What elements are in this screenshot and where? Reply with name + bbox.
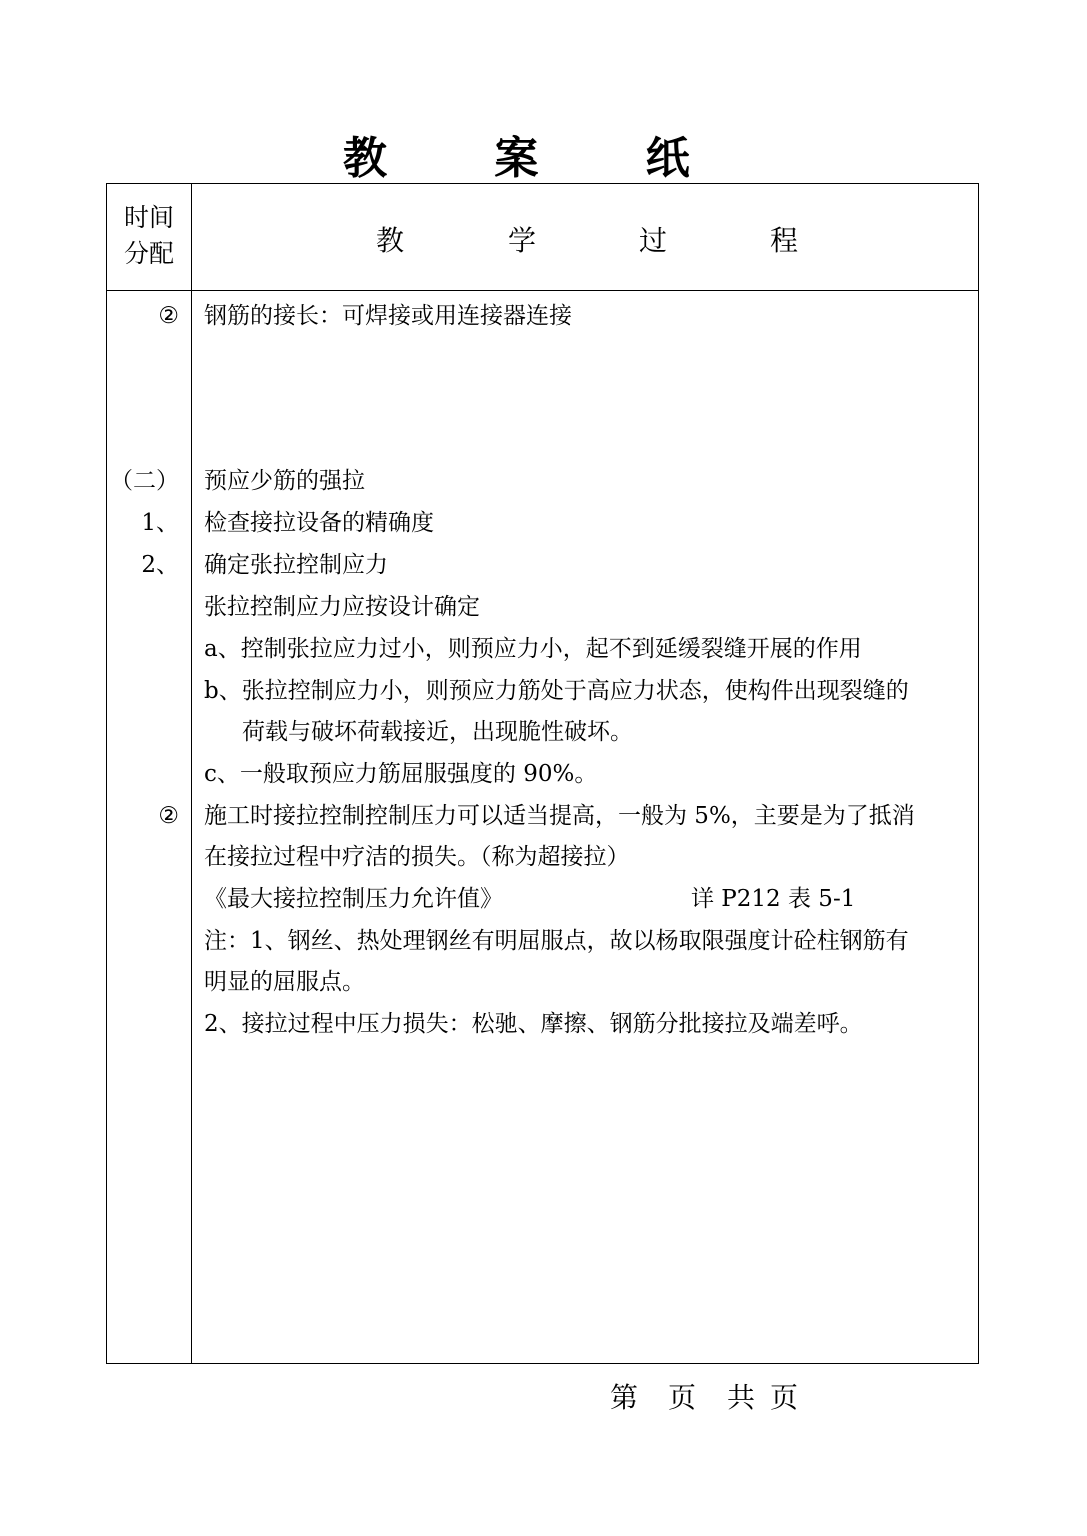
content-line: 注：1、钢丝、热处理钢丝有明屈服点，故以杨取限强度计砼柱钢筋有 xyxy=(204,928,909,954)
page-title: 教 案 纸 xyxy=(343,133,736,184)
footer-page-total: 页 xyxy=(770,1381,799,1414)
process-char-2: 学 xyxy=(508,224,537,257)
teaching-process-header xyxy=(192,221,978,261)
time-marker: 2、 xyxy=(141,552,179,578)
footer-gong: 共 xyxy=(727,1381,756,1414)
footer-page: 页 xyxy=(668,1381,697,1414)
reference-title: 《最大接拉控制压力允许值》 xyxy=(204,886,503,912)
time-marker: （二） xyxy=(110,468,179,494)
lesson-table xyxy=(106,183,979,1364)
content-line: 确定张拉控制应力 xyxy=(204,552,388,578)
content-line: 施工时接拉控制控制压力可以适当提高，一般为 5%，主要是为了抵消 xyxy=(204,803,915,829)
reference-line xyxy=(204,884,924,914)
time-marker: ② xyxy=(158,303,179,329)
time-label-line-1: 时间 xyxy=(123,203,174,232)
content-line: 荷载与破坏荷载接近，出现脆性破坏。 xyxy=(242,719,633,745)
process-char-1: 教 xyxy=(376,224,405,257)
content-line: 明显的屈服点。 xyxy=(204,969,365,995)
time-marker: 1、 xyxy=(141,510,179,536)
content-line: 预应少筋的强拉 xyxy=(204,468,365,494)
process-char-4: 程 xyxy=(770,224,799,257)
time-allocation-header xyxy=(107,200,191,272)
content-line: c、一般取预应力筋屈服强度的 90%。 xyxy=(204,761,598,787)
content-line: 张拉控制应力应按设计确定 xyxy=(204,594,480,620)
content-line: 2、接拉过程中压力损失：松驰、摩擦、钢筋分批接拉及端差呼。 xyxy=(204,1011,863,1037)
content-line: 在接拉过程中疗洁的损失。（称为超接拉） xyxy=(204,844,630,870)
content-line: b、张拉控制应力小，则预应力筋处于高应力状态，使构件出现裂缝的 xyxy=(204,678,909,704)
content-line: a、控制张拉应力过小，则预应力小，起不到延缓裂缝开展的作用 xyxy=(204,636,862,662)
content-line: 检查接拉设备的精确度 xyxy=(204,510,434,536)
time-label-line-2: 分配 xyxy=(123,239,174,268)
time-marker: ② xyxy=(158,803,179,829)
reference-location: 详 P212 表 5-1 xyxy=(691,886,856,912)
process-char-3: 过 xyxy=(639,224,668,257)
header-divider xyxy=(107,290,978,291)
footer-di: 第 xyxy=(610,1381,639,1414)
column-divider xyxy=(191,184,192,1363)
content-line: 钢筋的接长：可焊接或用连接器连接 xyxy=(204,303,572,329)
